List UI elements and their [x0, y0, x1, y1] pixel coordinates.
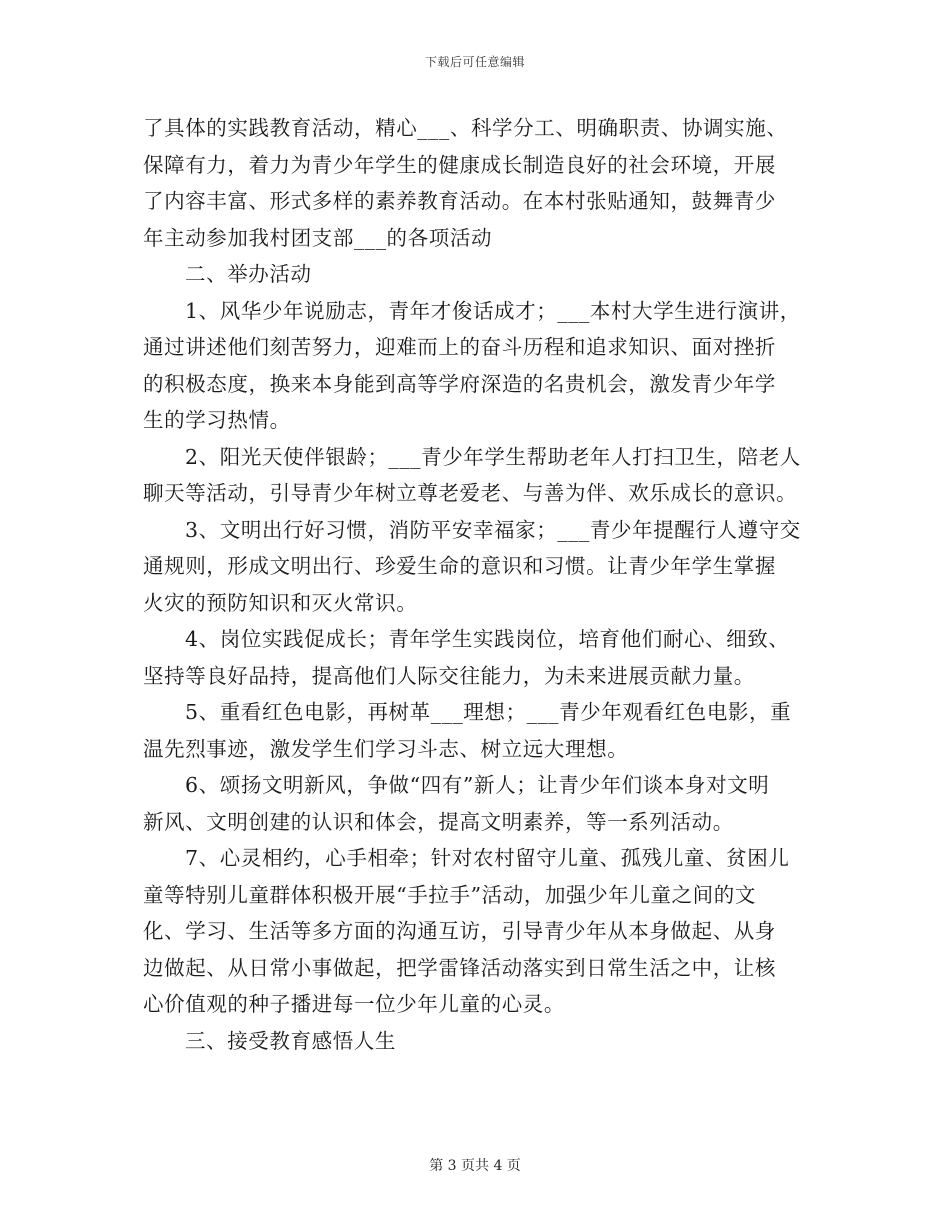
text-line: 了具体的实践教育活动，精心___、科学分工、明确职责、协调实施、 [143, 116, 788, 140]
document-body [143, 110, 808, 1059]
text-line: 火灾的预防知识和灭火常识。 [143, 590, 418, 615]
text-line: 年主动参加我村团支部___的各项活动 [143, 225, 493, 250]
paragraph [143, 767, 808, 840]
text-line: 3、文明出行好习惯，消防平安幸福家；___青少年提醒行人遵守交 [185, 517, 801, 542]
text-line: 二、举办活动 [185, 262, 312, 286]
paragraph [143, 840, 808, 1023]
text-line: 4、岗位实践促成长；青年学生实践岗位，培育他们耐心、细致、 [185, 627, 790, 651]
text-line: 了内容丰富、形式多样的素养教育活动。在本村张贴通知，鼓舞青少 [143, 189, 776, 213]
text-line: 温先烈事迹，激发学生们学习斗志、树立远大理想。 [143, 736, 629, 761]
text-line: 保障有力，着力为青少年学生的健康成长制造良好的社会环境，开展 [143, 152, 776, 177]
text-line: 通规则，形成文明出行、珍爱生命的意识和习惯。让青少年学生掌握 [143, 554, 776, 578]
paragraph [143, 1023, 808, 1060]
text-line: 2、阳光天使伴银龄；___青少年学生帮助老年人打扫卫生，陪老人 [185, 444, 801, 469]
text-line: 的积极态度，换来本身能到高等学府深造的名贵机会，激发青少年学 [143, 371, 776, 396]
text-line: 坚持等良好品持，提高他们人际交往能力，为未来进展贡献力量。 [143, 663, 755, 688]
paragraph [143, 621, 808, 694]
paragraph [143, 512, 808, 622]
text-line: 生的学习热情。 [143, 408, 291, 432]
paragraph [143, 439, 808, 512]
text-line: 1、风华少年说励志，青年才俊话成才；___本村大学生进行演讲， [185, 298, 801, 323]
text-line: 三、接受教育感悟人生 [185, 1028, 396, 1053]
text-line: 聊天等活动，引导青少年树立尊老爱老、与善为伴、欢乐成长的意识。 [143, 481, 798, 505]
text-line: 新风、文明创建的认识和体会，提高文明素养，等一系列活动。 [143, 809, 734, 834]
text-line: 心价值观的种子播进每一位少年儿童的心灵。 [143, 992, 565, 1016]
text-line: 童等特别儿童群体积极开展“手拉手”活动，加强少年儿童之间的文 [143, 882, 756, 907]
paragraph [143, 256, 808, 293]
text-line: 7、心灵相约，心手相牵；针对农村留守儿童、孤残儿童、贫困儿 [185, 846, 790, 870]
text-line: 6、颂扬文明新风，争做“四有”新人；让青少年们谈本身对文明 [185, 773, 770, 797]
paragraph [143, 110, 808, 256]
text-line: 通过讲述他们刻苦努力，迎难而上的奋斗历程和追求知识、面对挫折 [143, 335, 776, 359]
paragraph [143, 293, 808, 439]
paragraph [143, 694, 808, 767]
text-line: 5、重看红色电影，再树革___理想；___青少年观看红色电影，重 [185, 700, 792, 724]
header-note: 下载后可任意编辑 [424, 55, 525, 69]
page-number: 第 3 页共 4 页 [429, 1158, 521, 1174]
text-line: 化、学习、生活等多方面的沟通互访，引导青少年从本身做起、从身 [143, 919, 776, 943]
text-line: 边做起、从日常小事做起，把学雷锋活动落实到日常生活之中，让核 [143, 955, 776, 980]
